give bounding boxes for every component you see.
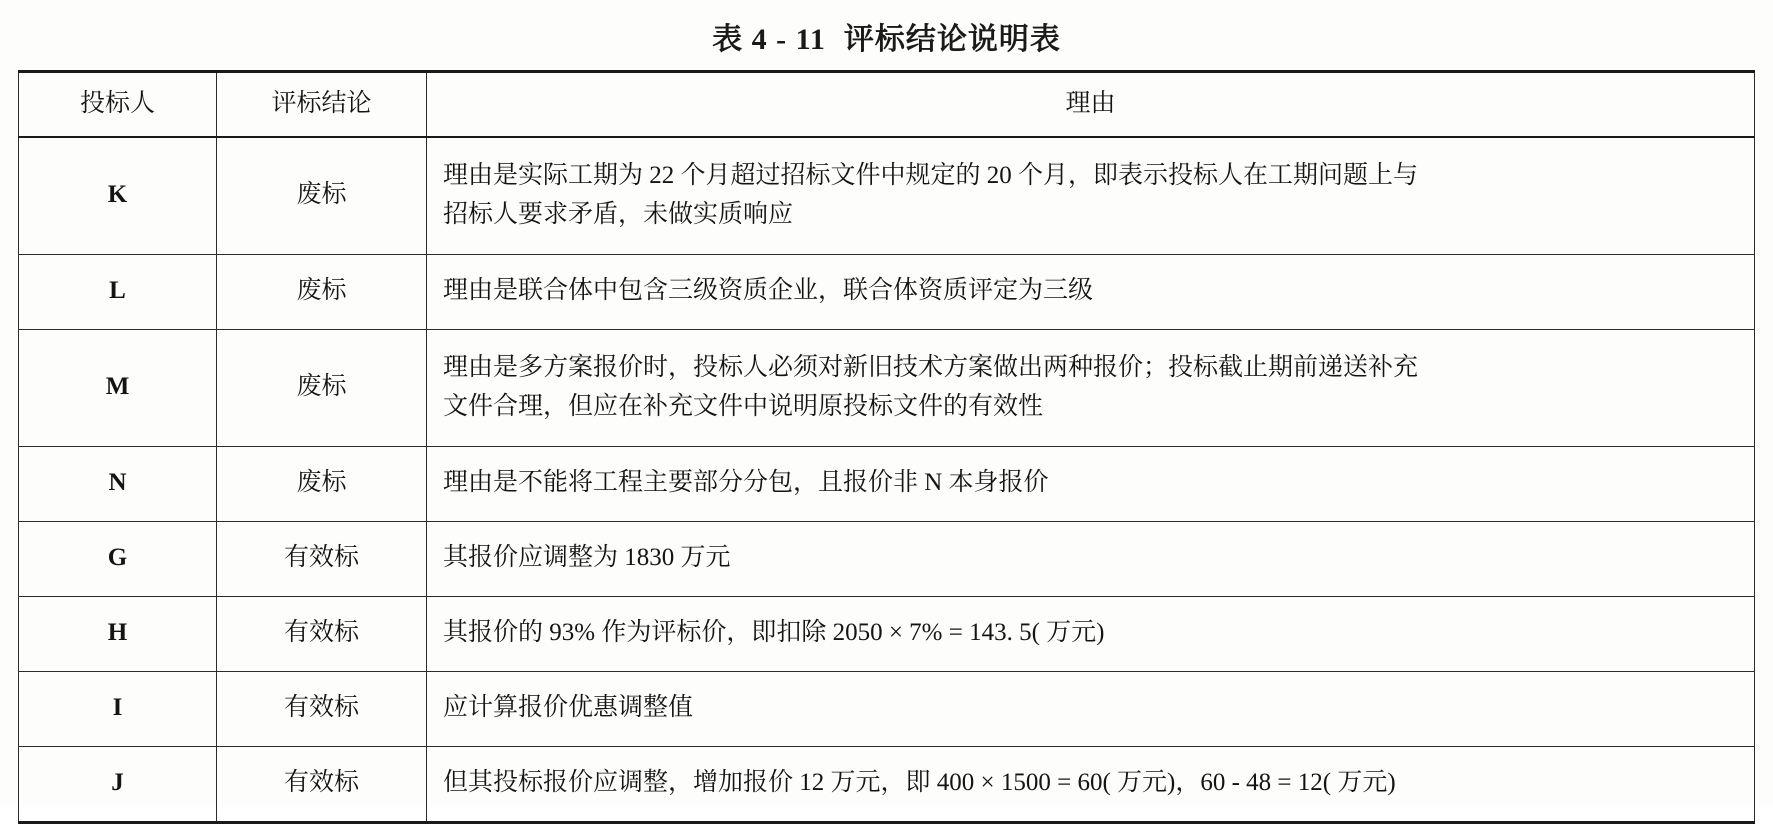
- cell-bidder: M: [19, 329, 217, 446]
- cell-conclusion: 废标: [217, 254, 427, 329]
- cell-reason: [427, 746, 1755, 822]
- table-row: [19, 596, 1755, 671]
- cell-reason: [427, 671, 1755, 746]
- table-row: [19, 254, 1755, 329]
- evaluation-conclusion-table: [18, 70, 1755, 824]
- cell-bidder: L: [19, 254, 217, 329]
- reason-line: 理由是多方案报价时，投标人必须对新旧技术方案做出两种报价；投标截止期前递送补充: [443, 354, 1419, 381]
- table-header: [19, 72, 1755, 137]
- cell-bidder: J: [19, 746, 217, 822]
- table-row: [19, 446, 1755, 521]
- table-row: [19, 137, 1755, 255]
- reason-line: 其报价的 93% 作为评标价，即扣除 2050 × 7% = 143. 5( 万元): [443, 619, 1105, 647]
- cell-conclusion: 有效标: [217, 521, 427, 596]
- reason-line: 招标人要求矛盾，未做实质响应: [443, 200, 794, 228]
- cell-reason: [427, 521, 1755, 596]
- cell-bidder: K: [19, 137, 217, 255]
- table-row: [19, 521, 1755, 596]
- table-number: 表 4 - 11: [712, 23, 826, 56]
- cell-bidder: G: [19, 521, 217, 596]
- cell-conclusion: 废标: [217, 446, 427, 521]
- reason-line: 其报价应调整为 1830 万元: [443, 544, 731, 572]
- reason-line: 文件合理，但应在补充文件中说明原投标文件的有效性: [443, 392, 1044, 420]
- table-row: [19, 746, 1755, 822]
- reason-line: 但其投标报价应调整，增加报价 12 万元，即 400 × 1500 = 60( 万元)，60 - 48 = 12( 万元): [443, 769, 1396, 797]
- cell-reason: [427, 329, 1755, 446]
- table-row: [19, 329, 1755, 446]
- table-container: [0, 70, 1773, 824]
- table-body: [19, 137, 1755, 823]
- column-header-bidder: 投标人: [19, 72, 217, 137]
- table-title-text: 评标结论说明表: [843, 23, 1061, 56]
- page-title: [0, 0, 1773, 70]
- cell-conclusion: 有效标: [217, 746, 427, 822]
- table-header-row: [19, 72, 1755, 137]
- cell-reason: [427, 446, 1755, 521]
- column-header-conclusion: 评标结论: [217, 72, 427, 137]
- reason-line: 理由是联合体中包含三级资质企业，联合体资质评定为三级: [443, 277, 1094, 305]
- cell-conclusion: 废标: [217, 137, 427, 255]
- cell-reason: [427, 254, 1755, 329]
- cell-reason: [427, 137, 1755, 255]
- cell-conclusion: 有效标: [217, 671, 427, 746]
- cell-bidder: I: [19, 671, 217, 746]
- reason-line: 理由是实际工期为 22 个月超过招标文件中规定的 20 个月，即表示投标人在工期问题上与: [443, 162, 1419, 189]
- reason-line: 应计算报价优惠调整值: [443, 694, 694, 722]
- cell-conclusion: 有效标: [217, 596, 427, 671]
- table-row: [19, 671, 1755, 746]
- cell-bidder: N: [19, 446, 217, 521]
- reason-line: 理由是不能将工程主要部分分包，且报价非 N 本身报价: [443, 469, 1049, 497]
- cell-conclusion: 废标: [217, 329, 427, 446]
- column-header-reason: 理由: [427, 72, 1755, 137]
- cell-reason: [427, 596, 1755, 671]
- cell-bidder: H: [19, 596, 217, 671]
